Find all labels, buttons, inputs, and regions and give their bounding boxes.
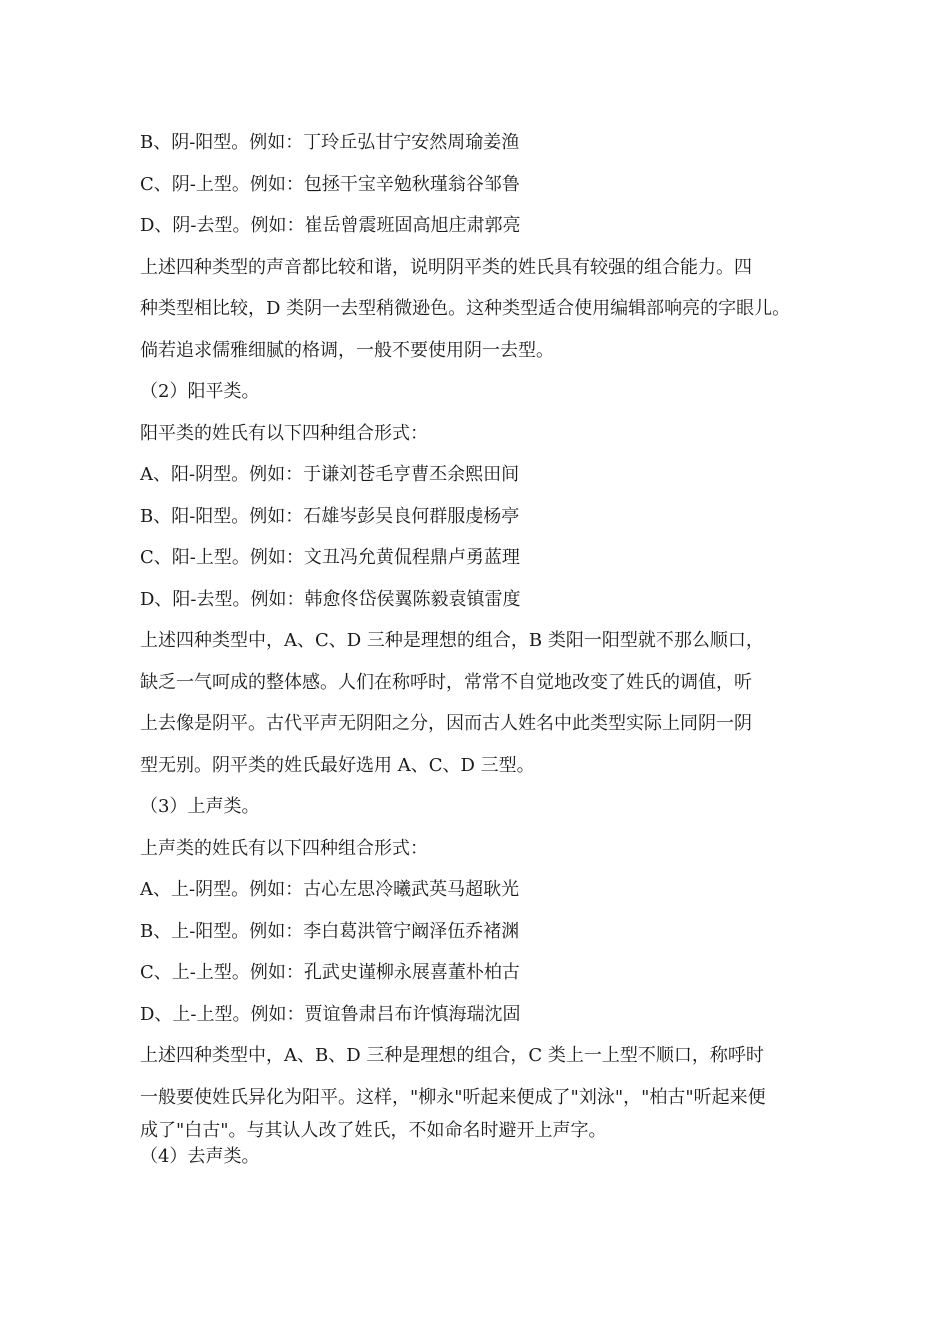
- list-item-yin-shang: C、阴-上型。例如：包拯干宝辛勉秋瑾翁谷邹鲁: [140, 173, 520, 195]
- list-item-yang-yin: A、阳-阴型。例如：于谦刘苍毛亨曹丕余熙田间: [140, 464, 520, 485]
- list-item-shang-qu: D、上-上型。例如：贾谊鲁肃吕布许慎海瑞沈固: [140, 1003, 521, 1025]
- document-body: [140, 122, 840, 1170]
- paragraph-line: 缺乏一气呵成的整体感。人们在称呼时，常常不自觉地改变了姓氏的调值，听: [140, 671, 752, 693]
- section-heading-shangsheng: （3）上声类。: [140, 796, 260, 817]
- list-item-yin-qu: D、阴-去型。例如：崔岳曾震班固高旭庄肃郭亮: [140, 215, 521, 236]
- section-heading-yangping: （2）阳平类。: [140, 381, 260, 402]
- section-intro: 上声类的姓氏有以下四种组合形式：: [140, 837, 428, 859]
- list-item-yin-yang: B、阴-阳型。例如：丁玲丘弘甘宁安然周瑜姜渔: [140, 132, 520, 153]
- paragraph-line: 成了"白古"。与其认人改了姓氏，不如命名时避开上声字。: [140, 1120, 607, 1141]
- list-item-shang-shang: C、上-上型。例如：孔武史谨柳永展喜董朴柏古: [140, 962, 520, 983]
- paragraph-line: 上述四种类型的声音都比较和谐，说明阴平类的姓氏具有较强的组合能力。四: [140, 256, 752, 278]
- paragraph-line: 种类型相比较，D 类阴一去型稍微逊色。这种类型适合使用编辑部响亮的字眼儿。: [140, 298, 791, 319]
- paragraph-line: 倘若追求儒雅细腻的格调，一般不要使用阴一去型。: [140, 339, 554, 361]
- section-heading-qusheng: （4）去声类。: [140, 1146, 260, 1167]
- list-item-shang-yang: B、上-阳型。例如：李白葛洪管宁阚泽伍乔褚渊: [140, 920, 520, 942]
- list-item-yang-qu: D、阳-去型。例如：韩愈佟岱侯翼陈毅袁镇雷度: [140, 588, 521, 610]
- paragraph-line: 上述四种类型中，A、C、D 三种是理想的组合，B 类阳一阳型就不那么顺口，: [140, 630, 764, 651]
- list-item-yang-yang: B、阳-阳型。例如：石雄岑彭吴良何群服虔杨亭: [140, 505, 520, 527]
- list-item-yang-shang: C、阳-上型。例如：文丑冯允黄侃程鼎卢勇蓝理: [140, 547, 520, 568]
- section-intro: 阳平类的姓氏有以下四种组合形式：: [140, 422, 428, 444]
- list-item-shang-yin: A、上-阴型。例如：古心左思冷曦武英马超耿光: [140, 879, 520, 900]
- paragraph-line: 型无别。阴平类的姓氏最好选用 A、C、D 三型。: [140, 754, 535, 776]
- paragraph-line: 上去像是阴平。古代平声无阴阳之分，因而古人姓名中此类型实际上同阴一阴: [140, 713, 752, 734]
- paragraph-line: 一般要使姓氏异化为阳平。这样，"柳永"听起来便成了"刘泳"，"柏古"听起来便: [140, 1086, 766, 1108]
- paragraph-line: 上述四种类型中，A、B、D 三种是理想的组合，C 类上一上型不顺口，称呼时: [140, 1045, 764, 1066]
